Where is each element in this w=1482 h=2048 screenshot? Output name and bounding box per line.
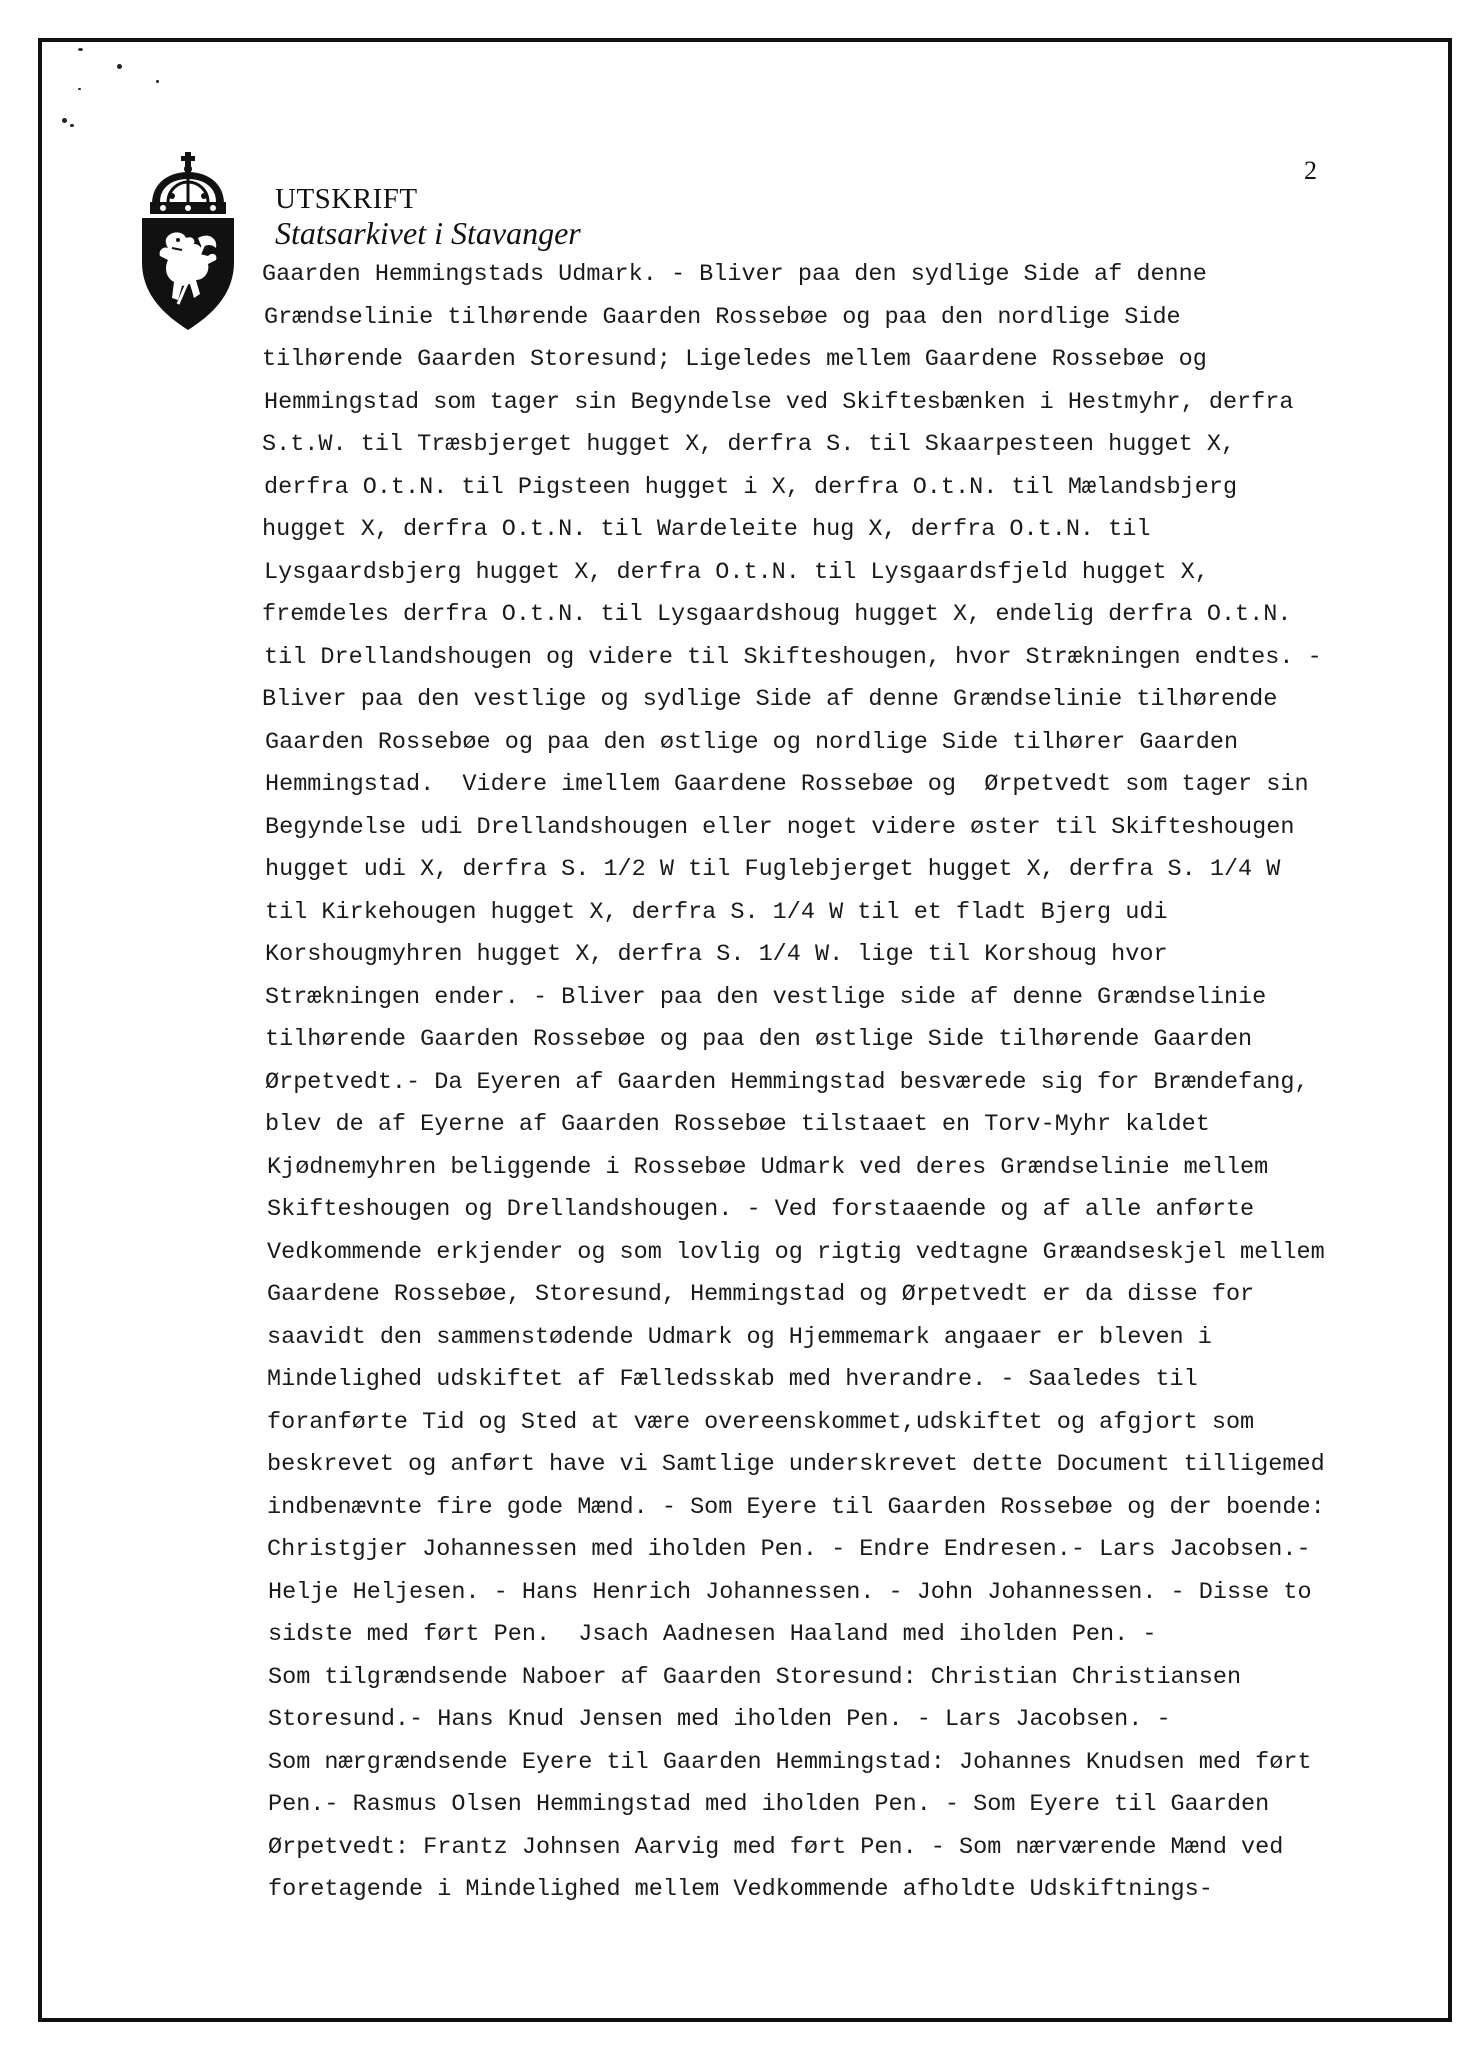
text-line: foranførte Tid og Sted at være overeenskommet,udskiftet og afgjort som [267, 1408, 1255, 1436]
text-line: Skifteshougen og Drellandshougen. - Ved forstaaende og af alle anførte [267, 1196, 1255, 1223]
text-line: hugget X, derfra O.t.N. til Wardeleite hug X, derfra O.t.N. til [262, 516, 1151, 543]
scan-speck [156, 80, 159, 83]
text-line: Gaarden Hemmingstads Udmark. - Bliver paa den sydlige Side af denne [262, 261, 1207, 288]
text-line: sidste med ført Pen. Jsach Aadnesen Haaland med iholden Pen. - [268, 1621, 1157, 1648]
scan-speck [117, 64, 122, 69]
text-line: Gaarden Rossebøe og paa den østlige og nordlige Side tilhører Gaarden [265, 728, 1239, 756]
text-line: Ørpetvedt: Frantz Johnsen Aarvig med ført Pen. - Som nærværende Mænd ved [268, 1833, 1284, 1861]
scan-speck [78, 88, 81, 90]
archive-header [275, 182, 581, 250]
norwegian-lion-coat-of-arms-icon [138, 152, 238, 332]
archive-name: Statsarkivet i Stavanger [275, 215, 581, 251]
text-line: Mindelighed udskiftet af Fælledsskab med hverandre. - Saaledes til [267, 1366, 1198, 1393]
text-line: Helje Heljesen. - Hans Henrich Johannessen. - John Johannessen. - Disse to [268, 1578, 1312, 1606]
text-line: Ørpetvedt.- Da Eyeren af Gaarden Hemmingstad besværede sig for Brændefang, [265, 1068, 1309, 1096]
text-line: Begyndelse udi Drellandshougen eller noget videre øster til Skifteshougen [265, 813, 1295, 841]
text-line: indbenævnte fire gode Mænd. - Som Eyere til Gaarden Rossebøe og der boende: [267, 1493, 1325, 1521]
text-line: blev de af Eyerne af Gaarden Rossebøe tilstaaet en Torv-Myhr kaldet [265, 1111, 1210, 1138]
text-line: Vedkommende erkjender og som lovlig og rigtig vedtagne Græandseskjel mellem [267, 1238, 1325, 1266]
text-line: Hemmingstad som tager sin Begyndelse ved Skiftesbænken i Hestmyhr, derfra [264, 388, 1294, 416]
text-line: Kjødnemyhren beliggende i Rossebøe Udmark ved deres Grændselinie mellem [267, 1153, 1269, 1181]
text-line: til Drellandshougen og videre til Skifteshougen, hvor Strækningen endtes. - [264, 643, 1322, 671]
text-line: fremdeles derfra O.t.N. til Lysgaardshoug hugget X, endelig derfra O.t.N. [262, 601, 1292, 628]
text-line: S.t.W. til Træsbjerget hugget X, derfra S. til Skaarpesteen hugget X, [262, 431, 1236, 458]
text-line: tilhørende Gaarden Storesund; Ligeledes mellem Gaardene Rossebøe og [262, 346, 1207, 373]
scan-speck [70, 124, 74, 127]
text-line: Bliver paa den vestlige og sydlige Side af denne Grændselinie tilhørende [262, 686, 1278, 713]
text-line: Christgjer Johannessen med iholden Pen. - Endre Endresen.- Lars Jacobsen.- [267, 1536, 1311, 1563]
text-line: Lysgaardsbjerg hugget X, derfra O.t.N. til Lysgaardsfjeld hugget X, [264, 558, 1209, 586]
text-line: saavidt den sammenstødende Udmark og Hjemmemark angaaer er bleven i [267, 1323, 1212, 1351]
text-line: Pen.- Rasmus Olsen Hemmingstad med iholden Pen. - Som Eyere til Gaarden [268, 1791, 1270, 1818]
text-line: beskrevet og anført have vi Samtlige underskrevet dette Document tilligemed [267, 1451, 1325, 1478]
text-line: derfra O.t.N. til Pigsteen hugget i X, derfra O.t.N. til Mælandsbjerg [264, 473, 1238, 501]
text-line: Strækningen ender. - Bliver paa den vestlige side af denne Grændselinie [265, 983, 1267, 1011]
text-line: Storesund.- Hans Knud Jensen med iholden Pen. - Lars Jacobsen. - [268, 1706, 1171, 1733]
scan-speck [62, 118, 67, 123]
scan-speck [78, 48, 83, 51]
text-line: Korshougmyhren hugget X, derfra S. 1/4 W. lige til Korshoug hvor [265, 941, 1168, 968]
page-number: 2 [1304, 156, 1317, 185]
text-line: Hemmingstad. Videre imellem Gaardene Rossebøe og Ørpetvedt som tager sin [265, 771, 1309, 798]
document-type-title: UTSKRIFT [275, 183, 418, 215]
text-line: tilhørende Gaarden Rossebøe og paa den østlige Side tilhørende Gaarden [265, 1026, 1253, 1053]
text-line: foretagende i Mindelighed mellem Vedkommende afholdte Udskiftnings- [268, 1876, 1213, 1903]
text-line: Gaardene Rossebøe, Storesund, Hemmingstad og Ørpetvedt er da disse for [267, 1281, 1255, 1308]
text-line: hugget udi X, derfra S. 1/2 W til Fuglebjerget hugget X, derfra S. 1/4 W [265, 856, 1281, 883]
text-line: Som tilgrændsende Naboer af Gaarden Storesund: Christian Christiansen [268, 1663, 1242, 1691]
text-line: Som nærgrændsende Eyere til Gaarden Hemmingstad: Johannes Knudsen med ført [268, 1748, 1312, 1776]
text-line: Grændselinie tilhørende Gaarden Rossebøe og paa den nordlige Side [264, 303, 1181, 331]
typewritten-body [262, 254, 1392, 1912]
text-line: til Kirkehougen hugget X, derfra S. 1/4 W til et fladt Bjerg udi [265, 898, 1168, 926]
